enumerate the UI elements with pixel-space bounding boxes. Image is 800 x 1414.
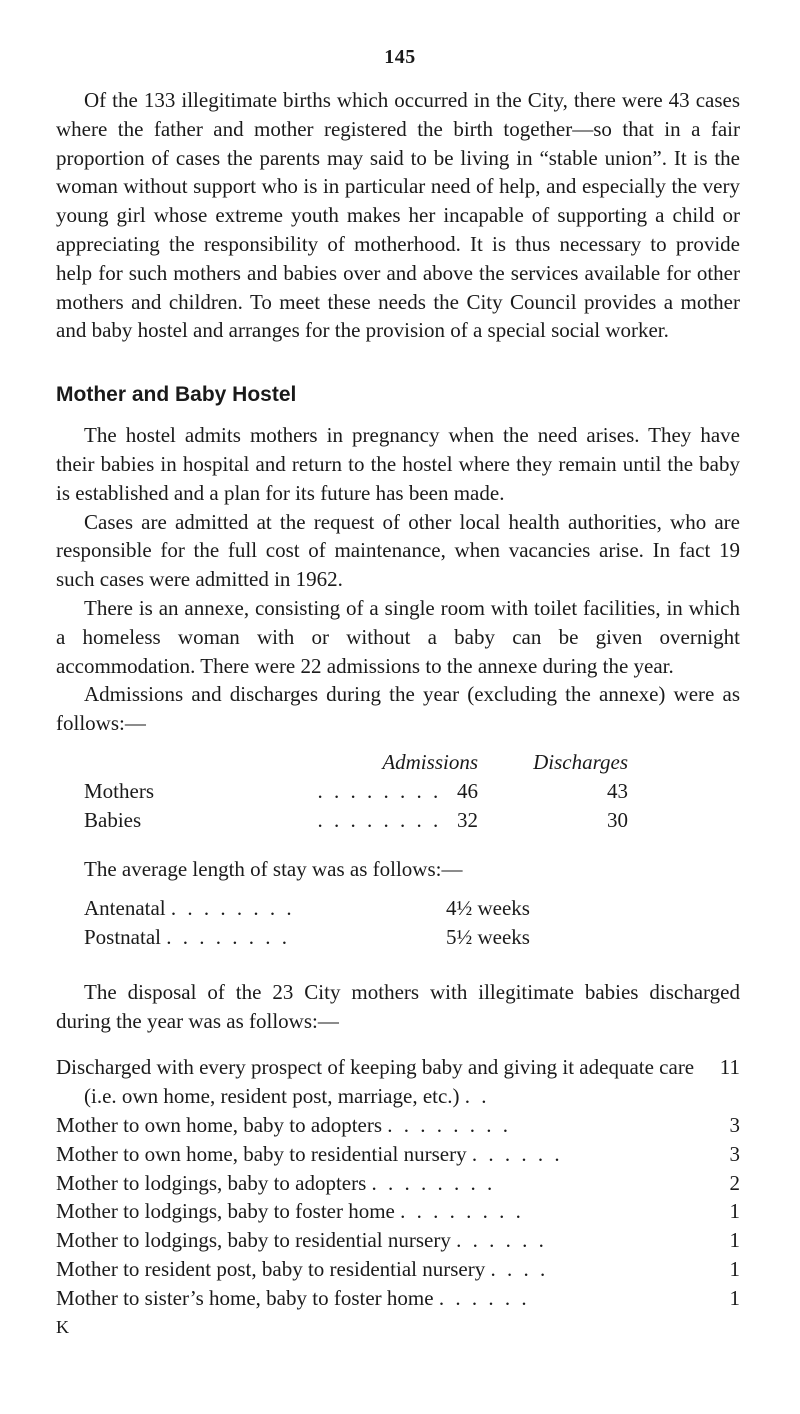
- item-label: Mother to own home, baby to residential nursery: [56, 1141, 467, 1166]
- admissions-table-header: [56, 748, 740, 777]
- row-label: Antenatal: [84, 895, 166, 920]
- page-content: [56, 86, 740, 1338]
- leader-dots: . . . . . .: [456, 1228, 547, 1253]
- discharges-value: 43: [607, 778, 628, 803]
- item-label: Mother to lodgings, baby to foster home: [56, 1199, 395, 1224]
- stay-intro: The average length of stay was as follows:—: [84, 856, 463, 881]
- paragraph-admissions-intro: Admissions and discharges during the year (excluding the annexe) were as follows:—: [56, 682, 740, 736]
- intro-paragraph: Of the 133 illegitimate births which occurred in the City, there were 43 cases where the father and mother registered the birth together—so that in a fair proportion of cases the parents may said to be living in “stable union”. It is the woman without support who is in particular need of help, and especially the very young girl whose extreme youth makes her incapable of supporting a child or appreciating the responsibility of motherhood. It is thus necessary to provide help for such mothers and babies over and above the services available for other mothers and children. To meet these needs the City Council provides a mother and baby hostel and arranges for the provision of a special social worker.: [56, 88, 740, 343]
- table-row: [56, 894, 740, 923]
- admissions-value: 46: [457, 778, 478, 803]
- admissions-value: 32: [457, 807, 478, 832]
- header-admissions: Admissions: [382, 749, 478, 774]
- item-value: 11: [719, 1055, 740, 1080]
- leader-dots: . . . . . .: [438, 1285, 530, 1310]
- leader-dots: . . . . . . . .: [317, 807, 442, 832]
- row-label: Mothers: [84, 778, 154, 803]
- list-item: [56, 1284, 740, 1313]
- item-label: Mother to lodgings, baby to residential nursery: [56, 1228, 451, 1253]
- stay-table: [56, 894, 740, 952]
- item-value: 3: [729, 1112, 740, 1137]
- item-label: Mother to sister’s home, baby to foster home: [56, 1285, 434, 1310]
- row-label: Postnatal: [84, 924, 161, 949]
- list-item: [56, 1053, 740, 1111]
- stay-value: 4½ weeks: [446, 895, 530, 920]
- item-value: 1: [729, 1285, 740, 1310]
- item-value: 1: [729, 1228, 740, 1253]
- discharges-value: 30: [607, 807, 628, 832]
- leader-dots: . .: [464, 1084, 490, 1109]
- paragraph-cases-admitted: Cases are admitted at the request of other local health authorities, who are responsible for the full cost of maintenance, when vacancies arise. In fact 19 such cases were admitted in 1962.: [56, 509, 740, 592]
- page-number: 145: [384, 46, 416, 68]
- leader-dots: . . . . . . . .: [317, 778, 442, 803]
- leader-dots: . . . . . . . .: [371, 1170, 496, 1195]
- item-label: Mother to resident post, baby to residential nursery: [56, 1256, 486, 1281]
- item-value: 2: [729, 1170, 740, 1195]
- signature-mark: K: [56, 1316, 69, 1337]
- item-value: 1: [729, 1199, 740, 1224]
- item-value: 3: [729, 1141, 740, 1166]
- leader-dots: . . . . . . . .: [387, 1112, 512, 1137]
- leader-dots: . . . . . . . .: [166, 924, 290, 949]
- admissions-table: [56, 748, 740, 835]
- list-item: [56, 1226, 740, 1255]
- list-item: [56, 1169, 740, 1198]
- table-row: [56, 806, 740, 835]
- disposal-list: [56, 1053, 740, 1312]
- item-value: 1: [729, 1256, 740, 1281]
- row-label: Babies: [84, 807, 142, 832]
- leader-dots: . . . .: [490, 1256, 549, 1281]
- paragraph-annexe: There is an annexe, consisting of a single room with toilet facilities, in which a homeless woman with or without a baby can be given overnight accommodation. There were 22 admissions to the annexe during the year.: [56, 595, 740, 678]
- section-heading: Mother and Baby Hostel: [56, 383, 297, 407]
- leader-dots: . . . . . . . .: [170, 895, 295, 920]
- stay-value: 5½ weeks: [446, 924, 530, 949]
- table-row: [56, 923, 740, 952]
- item-label: Mother to lodgings, baby to adopters: [56, 1170, 367, 1195]
- disposal-intro: The disposal of the 23 City mothers with illegitimate babies discharged during the year was as follows:—: [56, 979, 740, 1033]
- list-item: [56, 1111, 740, 1140]
- header-discharges: Discharges: [533, 749, 628, 774]
- list-item: [56, 1255, 740, 1284]
- paragraph-hostel-admits: The hostel admits mothers in pregnancy when the need arises. They have their babies in hospital and return to the hostel where they remain until the baby is established and a plan for its future has been made.: [56, 423, 740, 505]
- leader-dots: . . . . . .: [471, 1141, 563, 1166]
- list-item: [56, 1197, 740, 1226]
- list-item: [56, 1140, 740, 1169]
- table-row: [56, 777, 740, 806]
- item-label: Discharged with every prospect of keeping baby and giving it adequate care (i.e. own home, resident post, marriage, etc.): [56, 1055, 695, 1109]
- item-label: Mother to own home, baby to adopters: [56, 1112, 383, 1137]
- leader-dots: . . . . . . . .: [400, 1199, 524, 1224]
